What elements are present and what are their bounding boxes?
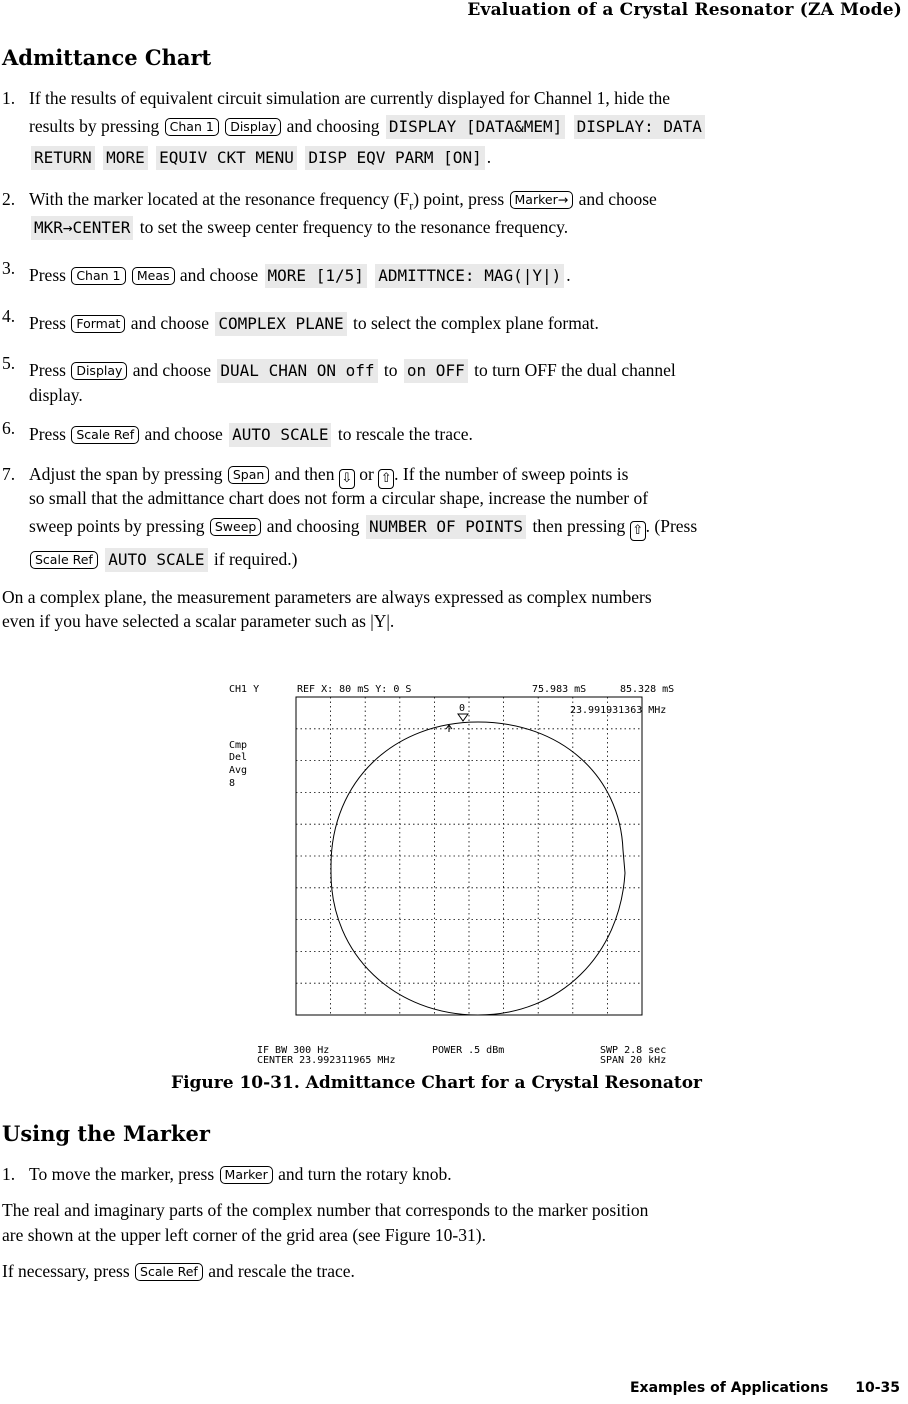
marker-x-value: 75.983 mS <box>532 684 587 695</box>
step-2-text: and choose <box>578 189 657 209</box>
scale-ref-key[interactable]: Scale Ref <box>135 1263 203 1281</box>
up-arrow-key-icon[interactable]: ⇧ <box>630 521 646 541</box>
step-5-text: and choose <box>132 360 212 380</box>
marker-triangle-icon <box>458 714 468 721</box>
step-2-text: With the marker located at the resonance frequency (F <box>29 189 410 209</box>
softkey-disp-eqv-parm[interactable]: DISP EQV PARM [ON] <box>305 146 484 170</box>
subscript-r: r <box>409 198 414 213</box>
step-7-line-3 <box>29 515 697 541</box>
step-2-line-2 <box>29 216 568 240</box>
marker-step-line <box>29 1164 452 1185</box>
footer-section: Examples of Applications <box>629 1380 829 1396</box>
step-7-text: then pressing <box>532 516 626 536</box>
marker-step-text: To move the marker, press <box>29 1164 215 1184</box>
page-footer <box>630 1380 900 1396</box>
step-number: 1. <box>2 88 16 108</box>
step-5-line-2: display. <box>29 385 83 405</box>
page-number: 10-35 <box>855 1380 900 1396</box>
paragraph-line: The real and imaginary parts of the complex number that corresponds to the marker position <box>2 1200 649 1220</box>
paragraph-text: If necessary, press <box>2 1261 130 1281</box>
step-7-line-4 <box>29 548 297 572</box>
step-1-text: results by pressing <box>29 116 160 136</box>
step-2-text: ) point, press <box>413 189 505 209</box>
step-number: 6. <box>2 418 16 438</box>
marker-step-text: and turn the rotary knob. <box>278 1164 452 1184</box>
softkey-dual-chan-on-off[interactable]: DUAL CHAN ON off <box>217 359 377 383</box>
chan1-key[interactable]: Chan 1 <box>71 267 125 285</box>
step-4-text: Press <box>29 313 66 333</box>
paragraph-line: are shown at the upper left corner of the grid area (see Figure 10-31). <box>2 1225 486 1245</box>
step-6-text: and choose <box>144 424 223 444</box>
step-1-line-2 <box>29 115 707 139</box>
graticule-grid <box>296 697 642 1015</box>
scale-ref-key[interactable]: Scale Ref <box>71 426 139 444</box>
step-6-line <box>29 423 473 447</box>
step-3-text: Press <box>29 265 66 285</box>
softkey-number-of-points[interactable]: NUMBER OF POINTS <box>366 515 526 539</box>
meas-key[interactable]: Meas <box>132 267 175 285</box>
step-number: 4. <box>2 306 16 326</box>
marker-key[interactable]: Marker <box>220 1166 273 1184</box>
step-7-text: or <box>359 464 374 484</box>
step-5-text: Press <box>29 360 66 380</box>
ifbw-label: IF BW 300 Hz <box>257 1045 330 1056</box>
center-label: CENTER 23.992311965 MHz <box>257 1055 396 1066</box>
step-6-text: Press <box>29 424 66 444</box>
side-label: Cmp <box>229 740 248 751</box>
softkey-display-data[interactable]: DISPLAY: DATA <box>574 115 705 139</box>
sweep-key[interactable]: Sweep <box>210 518 261 536</box>
step-5-text: to turn OFF the dual channel <box>474 360 676 380</box>
power-label: POWER .5 dBm <box>432 1045 505 1056</box>
step-3-text: and choose <box>179 265 259 285</box>
step-5-text: to <box>383 360 398 380</box>
step-6-text: to rescale the trace. <box>337 424 473 444</box>
marker-number: 0 <box>459 703 466 714</box>
softkey-equiv-ckt-menu[interactable]: EQUIV CKT MENU <box>156 146 297 170</box>
step-7-line-2: so small that the admittance chart does not form a circular shape, increase the number of <box>29 488 649 508</box>
step-7-text: and choosing <box>266 516 360 536</box>
softkey-admittnce-mag[interactable]: ADMITTNCE: MAG(|Y|) <box>375 264 564 288</box>
step-2-line-1 <box>29 189 657 214</box>
step-1-line-3 <box>29 146 491 170</box>
marker-arrow-key[interactable]: Marker→ <box>510 191 574 209</box>
step-7-text: and then <box>274 464 335 484</box>
step-3-line <box>29 264 571 288</box>
step-7-text: . If the number of sweep points is <box>394 464 629 484</box>
period: . <box>486 147 492 167</box>
paragraph-text: and rescale the trace. <box>208 1261 355 1281</box>
softkey-more[interactable]: MORE <box>103 146 148 170</box>
step-number: 1. <box>2 1164 16 1184</box>
step-7-text: . (Press <box>645 516 698 536</box>
period: . <box>566 265 571 285</box>
step-2-text: to set the sweep center frequency to the resonance frequency. <box>139 217 569 237</box>
softkey-auto-scale[interactable]: AUTO SCALE <box>229 423 331 447</box>
softkey-on-off[interactable]: on OFF <box>404 359 468 383</box>
softkey-complex-plane[interactable]: COMPLEX PLANE <box>215 312 346 336</box>
section-title-using-the-marker: Using the Marker <box>2 1121 210 1146</box>
step-1-line-1: If the results of equivalent circuit simulation are currently displayed for Channel 1, hide the <box>29 88 670 108</box>
span-label: SPAN 20 kHz <box>600 1055 667 1066</box>
side-label: 8 <box>229 778 236 789</box>
scale-ref-key[interactable]: Scale Ref <box>30 551 98 569</box>
step-number: 5. <box>2 353 16 373</box>
step-1-text: and choosing <box>286 116 380 136</box>
softkey-auto-scale[interactable]: AUTO SCALE <box>105 548 207 572</box>
admittance-trace <box>331 722 625 1015</box>
graticule-frame <box>296 697 642 1015</box>
paragraph-line <box>2 1261 355 1282</box>
step-7-line-1 <box>29 464 628 489</box>
paragraph-line: On a complex plane, the measurement parameters are always expressed as complex numbers <box>2 587 652 607</box>
span-key[interactable]: Span <box>228 466 269 484</box>
step-5-line-1 <box>29 359 676 383</box>
step-4-text: to select the complex plane format. <box>353 313 599 333</box>
chan1-key[interactable]: Chan 1 <box>165 118 219 136</box>
down-arrow-key-icon[interactable]: ⇩ <box>339 469 355 489</box>
ref-label: REF X: 80 mS Y: 0 S <box>297 684 412 695</box>
step-number: 2. <box>2 189 16 209</box>
marker-frequency: 23.991931363 MHz <box>570 705 667 716</box>
step-7-text: Adjust the span by pressing <box>29 464 223 484</box>
figure-caption: Figure 10-31. Admittance Chart for a Crystal Resonator <box>171 1073 703 1093</box>
step-number: 3. <box>2 258 16 278</box>
marker-y-value: 85.328 mS <box>620 684 675 695</box>
step-7-text: sweep points by pressing <box>29 516 205 536</box>
section-title-admittance-chart: Admittance Chart <box>2 45 212 70</box>
paragraph-line: even if you have selected a scalar parameter such as |Y|. <box>2 611 395 631</box>
format-key[interactable]: Format <box>71 315 125 333</box>
channel-label: CH1 Y <box>229 684 260 695</box>
softkey-mkr-center[interactable]: MKR→CENTER <box>31 216 133 240</box>
softkey-return[interactable]: RETURN <box>31 146 95 170</box>
step-number: 7. <box>2 464 16 484</box>
display-key[interactable]: Display <box>71 362 127 380</box>
step-4-line <box>29 312 599 336</box>
step-7-text: if required.) <box>213 549 298 569</box>
page-header: Evaluation of a Crystal Resonator (ZA Mode) <box>467 0 902 20</box>
display-key[interactable]: Display <box>225 118 281 136</box>
softkey-more-1-5[interactable]: MORE [1/5] <box>265 264 367 288</box>
marker-arrow-icon <box>446 725 452 732</box>
sweep-time-label: SWP 2.8 sec <box>600 1045 667 1056</box>
step-4-text: and choose <box>130 313 210 333</box>
softkey-display-data-mem[interactable]: DISPLAY [DATA&MEM] <box>386 115 565 139</box>
side-label: Del <box>229 752 248 763</box>
side-label: Avg <box>229 765 248 776</box>
up-arrow-key-icon[interactable]: ⇧ <box>378 469 394 489</box>
